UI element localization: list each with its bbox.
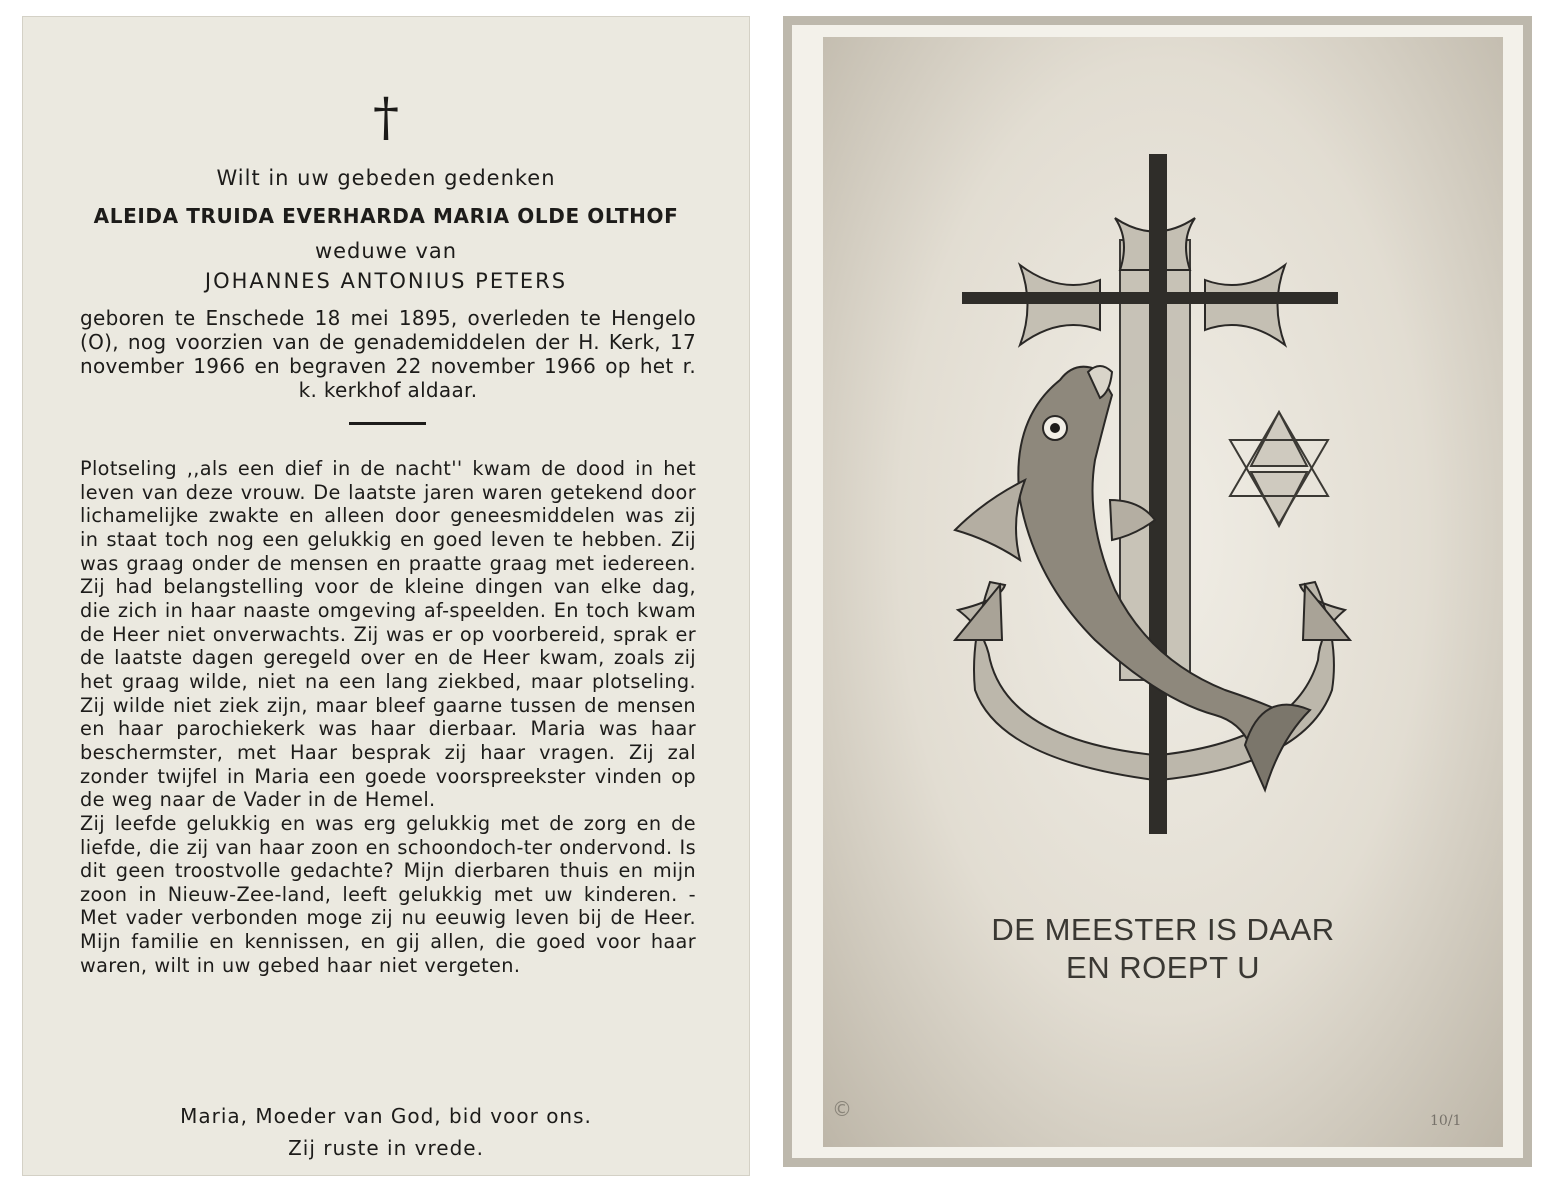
cross-icon: † <box>373 88 399 148</box>
star-of-david-icon <box>1230 412 1328 526</box>
deceased-name: ALEIDA TRUIDA EVERHARDA MARIA OLDE OLTHOF <box>93 204 679 228</box>
publisher-mark-icon: © <box>832 1097 852 1121</box>
closing-rest-in-peace: Zij ruste in vrede. <box>288 1136 484 1160</box>
motto-line-2: EN ROEPT U <box>1066 950 1260 985</box>
widow-of-label: weduwe van <box>314 239 458 263</box>
print-code: 10/1 <box>1430 1113 1462 1129</box>
memorial-paragraph-1: Plotseling ,,als een dief in de nacht'' kwam de dood in het leven van deze vrouw. De laatste jaren waren getekend door lichamelijke zwakte en alleen door geneesmiddelen was zij in staat toch nog een gelukkig en goed leven te hebben. Zij was graag onder de mensen en praatte graag met iedereen. Zij had belangstelling voor de kleine dingen van elke dag, die zich in haar naaste omgeving af-speelden. En toch kwam de Heer niet onverwachts. Zij was er op voorbereid, sprak er de laatste dagen geregeld over en de Heer kwam, zoals zij het graag wilde, niet na een lang ziekbed, maar plotseling. Zij wilde niet ziek zijn, maar bleef gaarne tussen de mensen en haar parochiekerk was haar dierbaar. Maria was haar beschermster, met Haar besprak zij haar vragen. Zij zal zonder twijfel in Maria een goede voorspreekster vinden op de weg naar de Vader in de Hemel. <box>80 457 696 812</box>
intro-line: Wilt in uw gebeden gedenken <box>216 166 556 190</box>
husband-name: JOHANNES ANTONIUS PETERS <box>204 269 568 293</box>
motto-line-1: DE MEESTER IS DAAR <box>991 912 1335 947</box>
biography-details: geboren te Enschede 18 mei 1895, overleden te Hengelo (O), nog voorzien van de genademiddelen der H. Kerk, 17 november 1966 en begraven 22 november 1966 op het r. k. kerkhof aldaar. <box>80 306 696 402</box>
memorial-paragraph-2: Zij leefde gelukkig en was erg gelukkig met de zorg en de liefde, die zij van haar zoon en schoondoch-ter ondervond. Is dit geen troostvolle gedachte? Mijn dierbaren thuis en mijn zoon in Nieuw-Zee-land, leeft gelukkig met uw kinderen. - Met vader verbonden moge zij nu eeuwig leven bij de Heer. Mijn familie en kennissen, en gij allen, die goed voor haar waren, wilt in uw gebed haar niet vergeten. <box>80 811 696 977</box>
closing-prayer: Maria, Moeder van God, bid voor ons. <box>180 1104 592 1128</box>
